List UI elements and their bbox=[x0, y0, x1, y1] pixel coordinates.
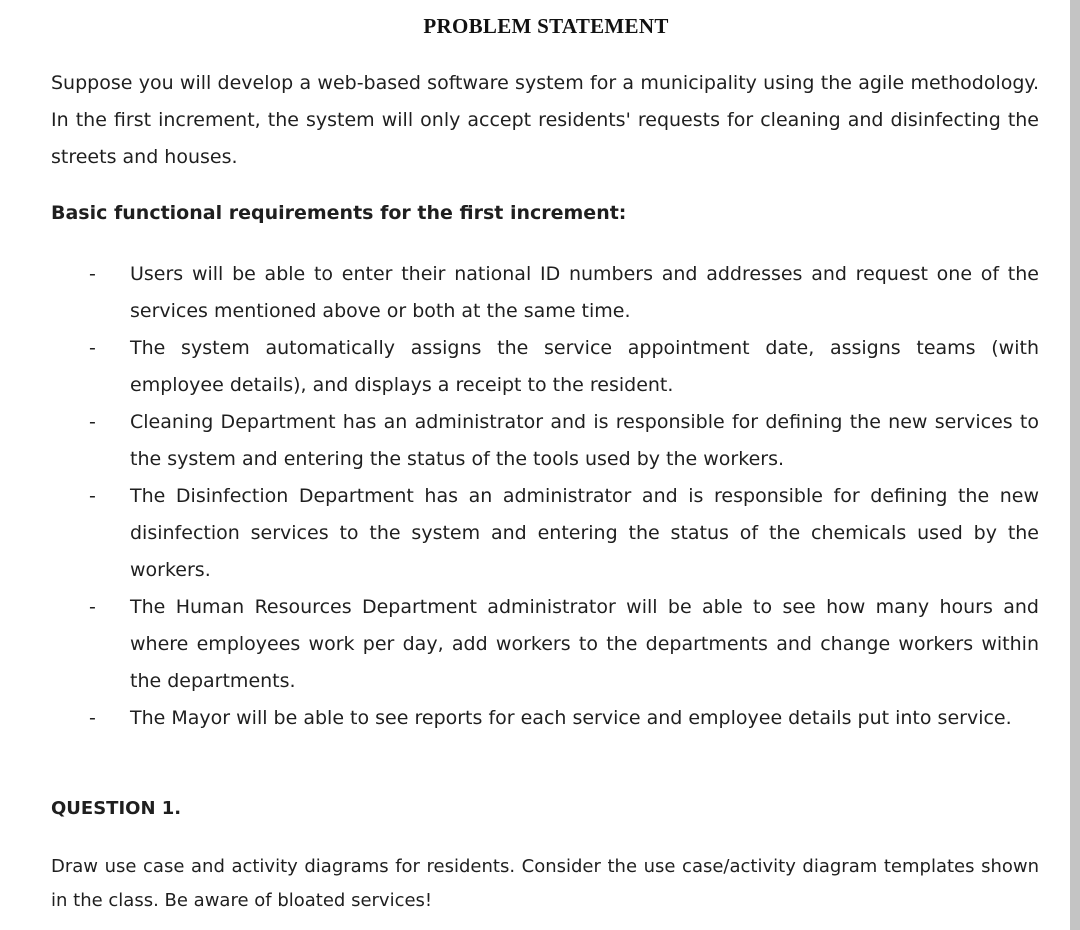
requirement-text: Cleaning Department has an administrator and is responsible for defining the new services to the system and entering the status of the tools used by the workers. bbox=[130, 411, 1039, 470]
bullet-dash: - bbox=[89, 707, 96, 729]
requirement-item bbox=[51, 589, 1039, 700]
requirement-item bbox=[51, 478, 1039, 589]
requirement-item bbox=[51, 404, 1039, 478]
requirement-item bbox=[51, 256, 1039, 330]
bullet-dash: - bbox=[89, 485, 96, 507]
bullet-dash: - bbox=[89, 596, 96, 618]
bullet-dash: - bbox=[89, 411, 96, 433]
requirement-item bbox=[51, 330, 1039, 404]
scrollbar-edge bbox=[1070, 0, 1080, 930]
question-label: QUESTION 1. bbox=[51, 798, 182, 819]
requirement-item bbox=[51, 700, 1039, 737]
requirement-text: The system automatically assigns the service appointment date, assigns teams (with employee details), and displays a receipt to the resident. bbox=[130, 337, 1039, 396]
bullet-dash: - bbox=[89, 337, 96, 359]
intro-paragraph: Suppose you will develop a web-based software system for a municipality using the agile methodology. In the first increment, the system will only accept residents' requests for cleaning and disinfecting the streets and houses. bbox=[51, 72, 1039, 168]
requirement-text: The Mayor will be able to see reports for each service and employee details put into service. bbox=[130, 707, 1012, 729]
bullet-dash: - bbox=[89, 263, 96, 285]
requirements-heading: Basic functional requirements for the first increment: bbox=[51, 202, 627, 224]
page-title: PROBLEM STATEMENT bbox=[423, 14, 669, 38]
question-text: Draw use case and activity diagrams for residents. Consider the use case/activity diagram templates shown in the class. Be aware of bloated services! bbox=[51, 856, 1039, 911]
requirements-list bbox=[51, 256, 1039, 737]
requirement-text: The Disinfection Department has an administrator and is responsible for defining the new disinfection services to the system and entering the status of the chemicals used by the workers. bbox=[130, 485, 1039, 581]
requirement-text: Users will be able to enter their national ID numbers and addresses and request one of the services mentioned above or both at the same time. bbox=[130, 263, 1039, 322]
requirement-text: The Human Resources Department administrator will be able to see how many hours and where employees work per day, add workers to the departments and change workers within the departments. bbox=[130, 596, 1039, 692]
